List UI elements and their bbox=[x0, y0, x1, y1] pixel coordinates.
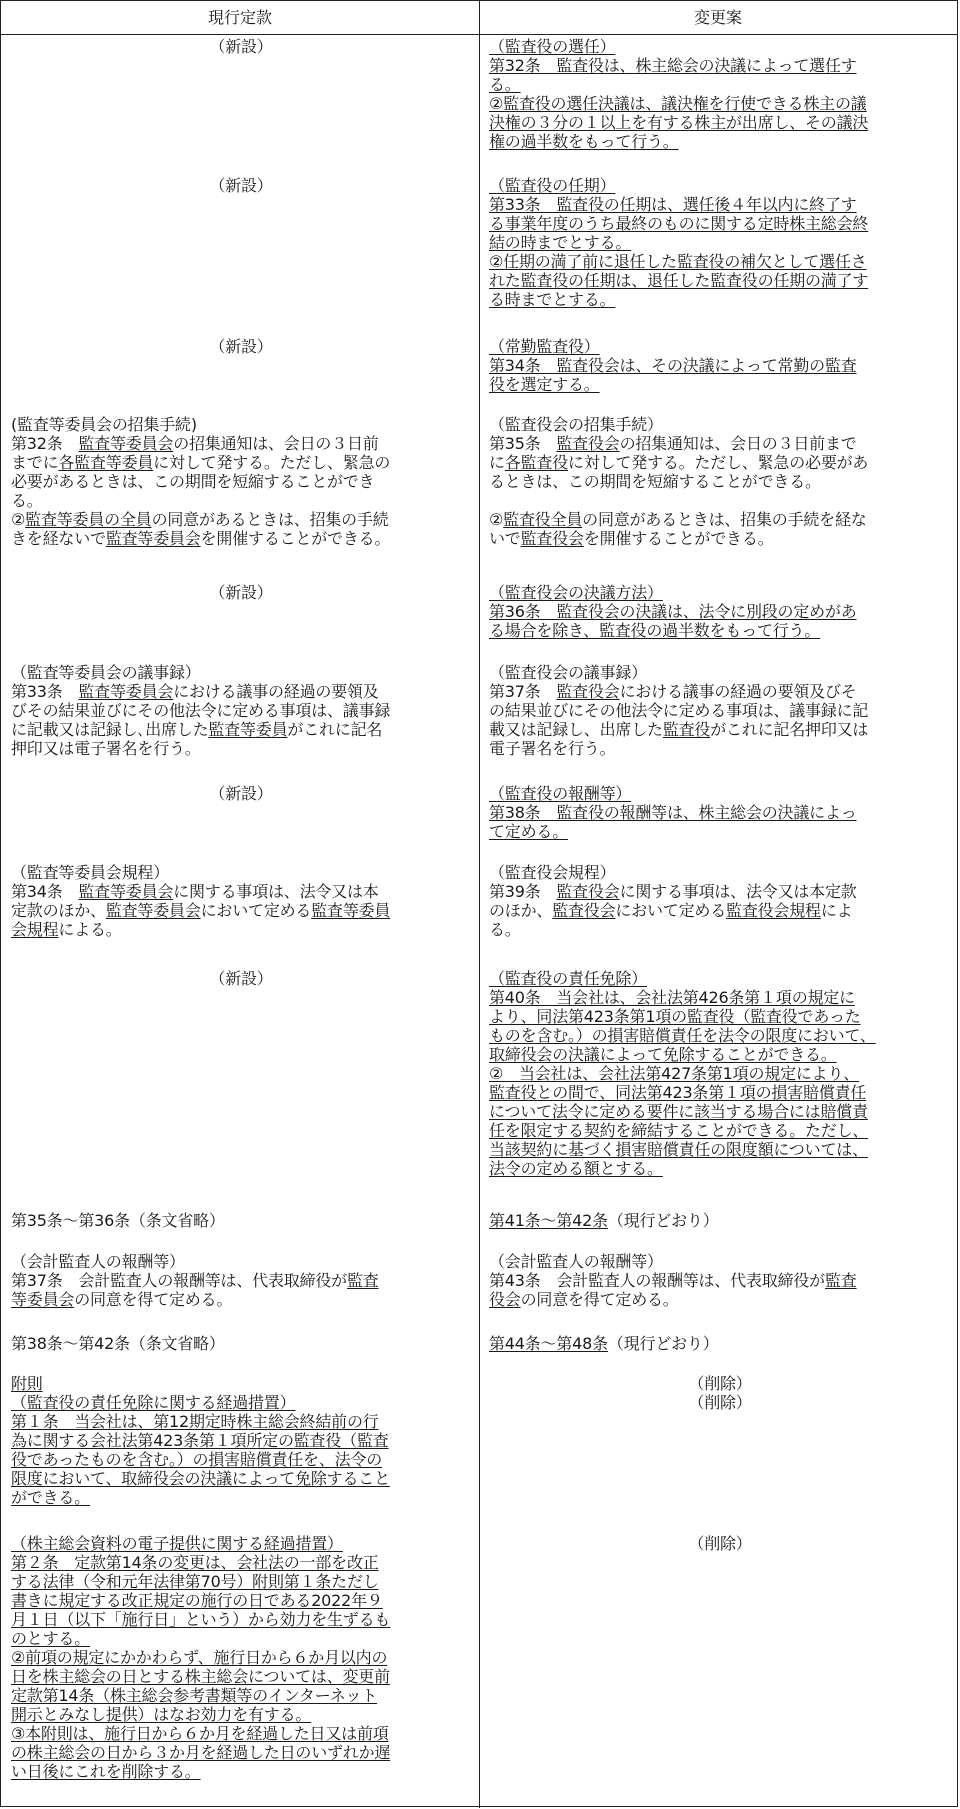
left-new-5: （新設） bbox=[209, 784, 273, 803]
right-35-text-5: いで監査役会を開催することができる。 bbox=[489, 529, 774, 548]
right-40-text-9: 当該契約に基づく損害賠償責任の限度額については、 bbox=[489, 1140, 868, 1159]
left-article-33 bbox=[11, 663, 471, 758]
right-38-text-1: 第38条 監査役の報酬等は、株主総会の決議によっ bbox=[489, 803, 857, 822]
right-37-text-3: 載又は記録し、出席した監査役がこれに記名押印又は bbox=[489, 720, 869, 739]
left-new-1: （新設） bbox=[209, 37, 273, 56]
right-43-heading: （会計監査人の報酬等） bbox=[489, 1252, 663, 1271]
right-35-blank bbox=[489, 491, 951, 510]
right-36-text-2: る場合を除き、監査役の過半数をもって行う。 bbox=[489, 621, 821, 640]
left-33-text-4: 押印又は電子署名を行う。 bbox=[11, 739, 201, 758]
left-34-text-1: 第34条 監査等委員会に関する事項は、法令又は本 bbox=[11, 882, 379, 901]
right-article-40 bbox=[489, 969, 951, 1178]
right-33-text-2: る事業年度のうち最終のものに関する定時株主総会終 bbox=[489, 214, 869, 233]
right-35-text-3: るときは、この期間を短縮することができる。 bbox=[489, 472, 821, 491]
right-32-heading: （監査役の選任） bbox=[489, 37, 616, 56]
left-new-4: （新設） bbox=[209, 583, 273, 602]
right-40-text-4: 取締役会の決議によって免除することができる。 bbox=[489, 1045, 837, 1064]
left-supp-2-heading: （株主総会資料の電子提供に関する経過措置） bbox=[11, 1534, 343, 1553]
right-40-text-7: について法令に定める要件に該当する場合には賠償責 bbox=[489, 1102, 868, 1121]
right-40-text-8: 任を限定する契約を締結することができる。ただし、 bbox=[489, 1121, 869, 1140]
right-40-text-3: ものを含む。）の損害賠償責任を法令の限度において、 bbox=[489, 1026, 876, 1045]
right-deleted-1: （削除） bbox=[688, 1374, 752, 1393]
right-32-text-3: ②監査役の選任決議は、議決権を行使できる株主の議 bbox=[489, 94, 867, 113]
right-35-text-1: 第35条 監査役会の招集通知は、会日の３日前まで bbox=[489, 434, 857, 453]
left-supp-2-text-4: 月１日（以下「施行日」という）から効力を生ずるも bbox=[11, 1610, 391, 1629]
right-37-text-2: の結果並びにその他法令に定める事項は、議事録に記 bbox=[489, 701, 869, 720]
right-article-36 bbox=[489, 583, 951, 640]
right-37-heading: （監査役会の議事録） bbox=[489, 663, 648, 682]
left-32-text-2: までに各監査等委員に対して発する。ただし、緊急の bbox=[11, 453, 391, 472]
right-37-text-4: 電子署名を行う。 bbox=[489, 739, 616, 758]
left-33-text-1: 第33条 監査等委員会における議事の経過の要領及 bbox=[11, 682, 379, 701]
right-34-text-2: 役を選定する。 bbox=[489, 375, 600, 394]
right-33-heading: （監査役の任期） bbox=[489, 176, 616, 195]
right-40-text-2: より、同法第423条第1項の監査役（監査役であった bbox=[489, 1007, 861, 1026]
right-35-text-4: ②監査役全員の同意があるときは、招集の手続を経な bbox=[489, 510, 867, 529]
left-supp-1-text-1: 第１条 当会社は、第12期定時株主総会終結前の行 bbox=[11, 1412, 379, 1431]
left-32-text-5: ②監査等委員の全員の同意があるときは、招集の手続 bbox=[11, 510, 389, 529]
left-supp-1-heading: （監査役の責任免除に関する経過措置） bbox=[11, 1393, 296, 1412]
right-articles-44-48: 第44条～第48条（現行どおり） bbox=[489, 1334, 719, 1353]
right-38-heading: （監査役の報酬等） bbox=[489, 784, 632, 803]
left-32-text-6: きを経ないで監査等委員会を開催することができる。 bbox=[11, 529, 391, 548]
left-supp-2-text-11: の株主総会の日から３か月を経過した日のいずれか遅 bbox=[11, 1743, 391, 1762]
right-39-text-2: のほか、監査役会において定める監査役会規程によ bbox=[489, 901, 853, 920]
right-40-text-1: 第40条 当会社は、会社法第426条第１項の規定に bbox=[489, 988, 855, 1007]
right-deleted-2: （削除） bbox=[688, 1393, 752, 1412]
left-33-heading: （監査等委員会の議事録） bbox=[11, 663, 201, 682]
left-supp-2-text-10: ③本附則は、施行日から６か月を経過した日又は前項 bbox=[11, 1724, 389, 1743]
left-article-32 bbox=[11, 415, 471, 548]
left-article-37 bbox=[11, 1252, 471, 1309]
left-supplementary-2 bbox=[11, 1534, 471, 1781]
right-33-text-1: 第33条 監査役の任期は、選任後４年以内に終了す bbox=[489, 195, 857, 214]
right-43-text-1: 第43条 会計監査人の報酬等は、代表取締役が監査 bbox=[489, 1271, 857, 1290]
right-34-text-1: 第34条 監査役会は、その決議によって常勤の監査 bbox=[489, 356, 857, 375]
right-article-43 bbox=[489, 1252, 951, 1309]
right-article-37 bbox=[489, 663, 951, 758]
right-39-heading: （監査役会規程） bbox=[489, 863, 616, 882]
right-39-text-1: 第39条 監査役会に関する事項は、法令又は本定款 bbox=[489, 882, 857, 901]
left-new-6: （新設） bbox=[209, 969, 273, 988]
left-supplementary-1 bbox=[11, 1374, 471, 1507]
right-33-text-6: る時までとする。 bbox=[489, 290, 616, 309]
right-32-text-1: 第32条 監査役は、株主総会の決議によって選任す bbox=[489, 56, 857, 75]
right-article-35 bbox=[489, 415, 951, 548]
header-proposed: 変更案 bbox=[479, 1, 957, 35]
left-33-text-3: に記載又は記録し､出席した監査等委員がこれに記名 bbox=[11, 720, 383, 739]
left-article-34 bbox=[11, 863, 471, 939]
right-40-text-5: ② 当会社は、会社法第427条第1項の規定により、 bbox=[489, 1064, 860, 1083]
left-32-text-4: る。 bbox=[11, 491, 43, 510]
right-article-34 bbox=[489, 337, 951, 394]
left-37-heading: （会計監査人の報酬等） bbox=[11, 1252, 185, 1271]
left-articles-35-36: 第35条～第36条（条文省略） bbox=[11, 1211, 225, 1230]
left-34-text-3: 会規程による。 bbox=[11, 920, 122, 939]
right-38-text-2: て定める。 bbox=[489, 822, 569, 841]
right-33-text-5: れた監査役の任期は、退任した監査役の任期の満了す bbox=[489, 271, 869, 290]
left-supp-2-text-5: のとする。 bbox=[11, 1629, 91, 1648]
right-article-32 bbox=[489, 37, 951, 151]
left-supp-2-text-2: する法律（令和元年法律第70号）附則第１条ただし bbox=[11, 1572, 379, 1591]
right-33-text-3: 結の時までとする。 bbox=[489, 233, 632, 252]
header-current: 現行定款 bbox=[1, 1, 479, 35]
right-43-text-2: 役会の同意を得て定める。 bbox=[489, 1290, 679, 1309]
right-deleted-3: （削除） bbox=[688, 1534, 752, 1553]
left-articles-38-42: 第38条～第42条（条文省略） bbox=[11, 1334, 225, 1353]
left-supp-2-text-3: 書きに規定する改正規定の施行の日である2022年９ bbox=[11, 1591, 383, 1610]
right-article-33 bbox=[489, 176, 951, 309]
right-40-text-10: 法令の定める額とする。 bbox=[489, 1159, 663, 1178]
left-37-text-1: 第37条 会計監査人の報酬等は、代表取締役が監査 bbox=[11, 1271, 379, 1290]
left-supp-1-text-5: ができる。 bbox=[11, 1488, 91, 1507]
right-34-heading: （常勤監査役） bbox=[489, 337, 600, 356]
left-33-text-2: びその結果並びにその他法令に定める事項は、議事録 bbox=[11, 701, 391, 720]
right-article-38 bbox=[489, 784, 951, 841]
right-35-heading: （監査役会の招集手続） bbox=[489, 415, 663, 434]
left-32-text-3: 必要があるときは、この期間を短縮することができ bbox=[11, 472, 375, 491]
left-supp-2-text-9: 開示とみなし提供）はなお効力を有する。 bbox=[11, 1705, 312, 1724]
column-divider bbox=[479, 1, 480, 1808]
right-39-text-3: る。 bbox=[489, 920, 521, 939]
left-new-2: （新設） bbox=[209, 176, 273, 195]
left-32-text-1: 第32条 監査等委員会の招集通知は、会日の３日前 bbox=[11, 434, 379, 453]
right-40-heading: （監査役の責任免除） bbox=[489, 969, 648, 988]
right-articles-41-42: 第41条～第42条（現行どおり） bbox=[489, 1211, 719, 1230]
left-32-heading: (監査等委員会の招集手続) bbox=[11, 415, 197, 434]
right-32-text-4: 決権の３分の１以上を有する株主が出席し、その議決 bbox=[489, 113, 869, 132]
right-32-text-2: る。 bbox=[489, 75, 521, 94]
left-supp-title: 附則 bbox=[11, 1374, 43, 1393]
right-40-text-6: 監査役との間で、同法第423条第１項の損害賠償責任 bbox=[489, 1083, 867, 1102]
right-36-heading: （監査役会の決議方法） bbox=[489, 583, 663, 602]
left-34-heading: （監査等委員会規程） bbox=[11, 863, 170, 882]
left-supp-1-text-4: 限度において、取締役会の決議によって免除すること bbox=[11, 1469, 390, 1488]
right-article-39 bbox=[489, 863, 951, 939]
left-supp-1-text-3: 役であったものを含む。）の損害賠償責任を、法令の bbox=[11, 1450, 383, 1469]
left-supp-2-text-6: ②前項の規定にかかわらず、施行日から６か月以内の bbox=[11, 1648, 388, 1667]
right-37-text-1: 第37条 監査役会における議事の経過の要領及びそ bbox=[489, 682, 857, 701]
right-35-text-2: に各監査役に対して発する。ただし、緊急の必要があ bbox=[489, 453, 869, 472]
right-33-text-4: ②任期の満了前に退任した監査役の補欠として選任さ bbox=[489, 252, 867, 271]
left-34-text-2: 定款のほか、監査等委員会において定める監査等委員 bbox=[11, 901, 391, 920]
left-supp-2-text-8: 定款第14条（株主総会参考書類等のインターネット bbox=[11, 1686, 378, 1705]
left-supp-2-text-1: 第２条 定款第14条の変更は、会社法の一部を改正 bbox=[11, 1553, 379, 1572]
right-36-text-1: 第36条 監査役会の決議は、法令に別段の定めがあ bbox=[489, 602, 857, 621]
left-supp-2-text-7: 日を株主総会の日とする株主総会については、変更前 bbox=[11, 1667, 390, 1686]
left-new-3: （新設） bbox=[209, 337, 273, 356]
left-supp-2-text-12: い日後にこれを削除する。 bbox=[11, 1762, 201, 1781]
right-32-text-5: 権の過半数をもって行う。 bbox=[489, 132, 679, 151]
left-37-text-2: 等委員会の同意を得て定める。 bbox=[11, 1290, 233, 1309]
left-supp-1-text-2: 為に関する会社法第423条第１項所定の監査役（監査 bbox=[11, 1431, 389, 1450]
